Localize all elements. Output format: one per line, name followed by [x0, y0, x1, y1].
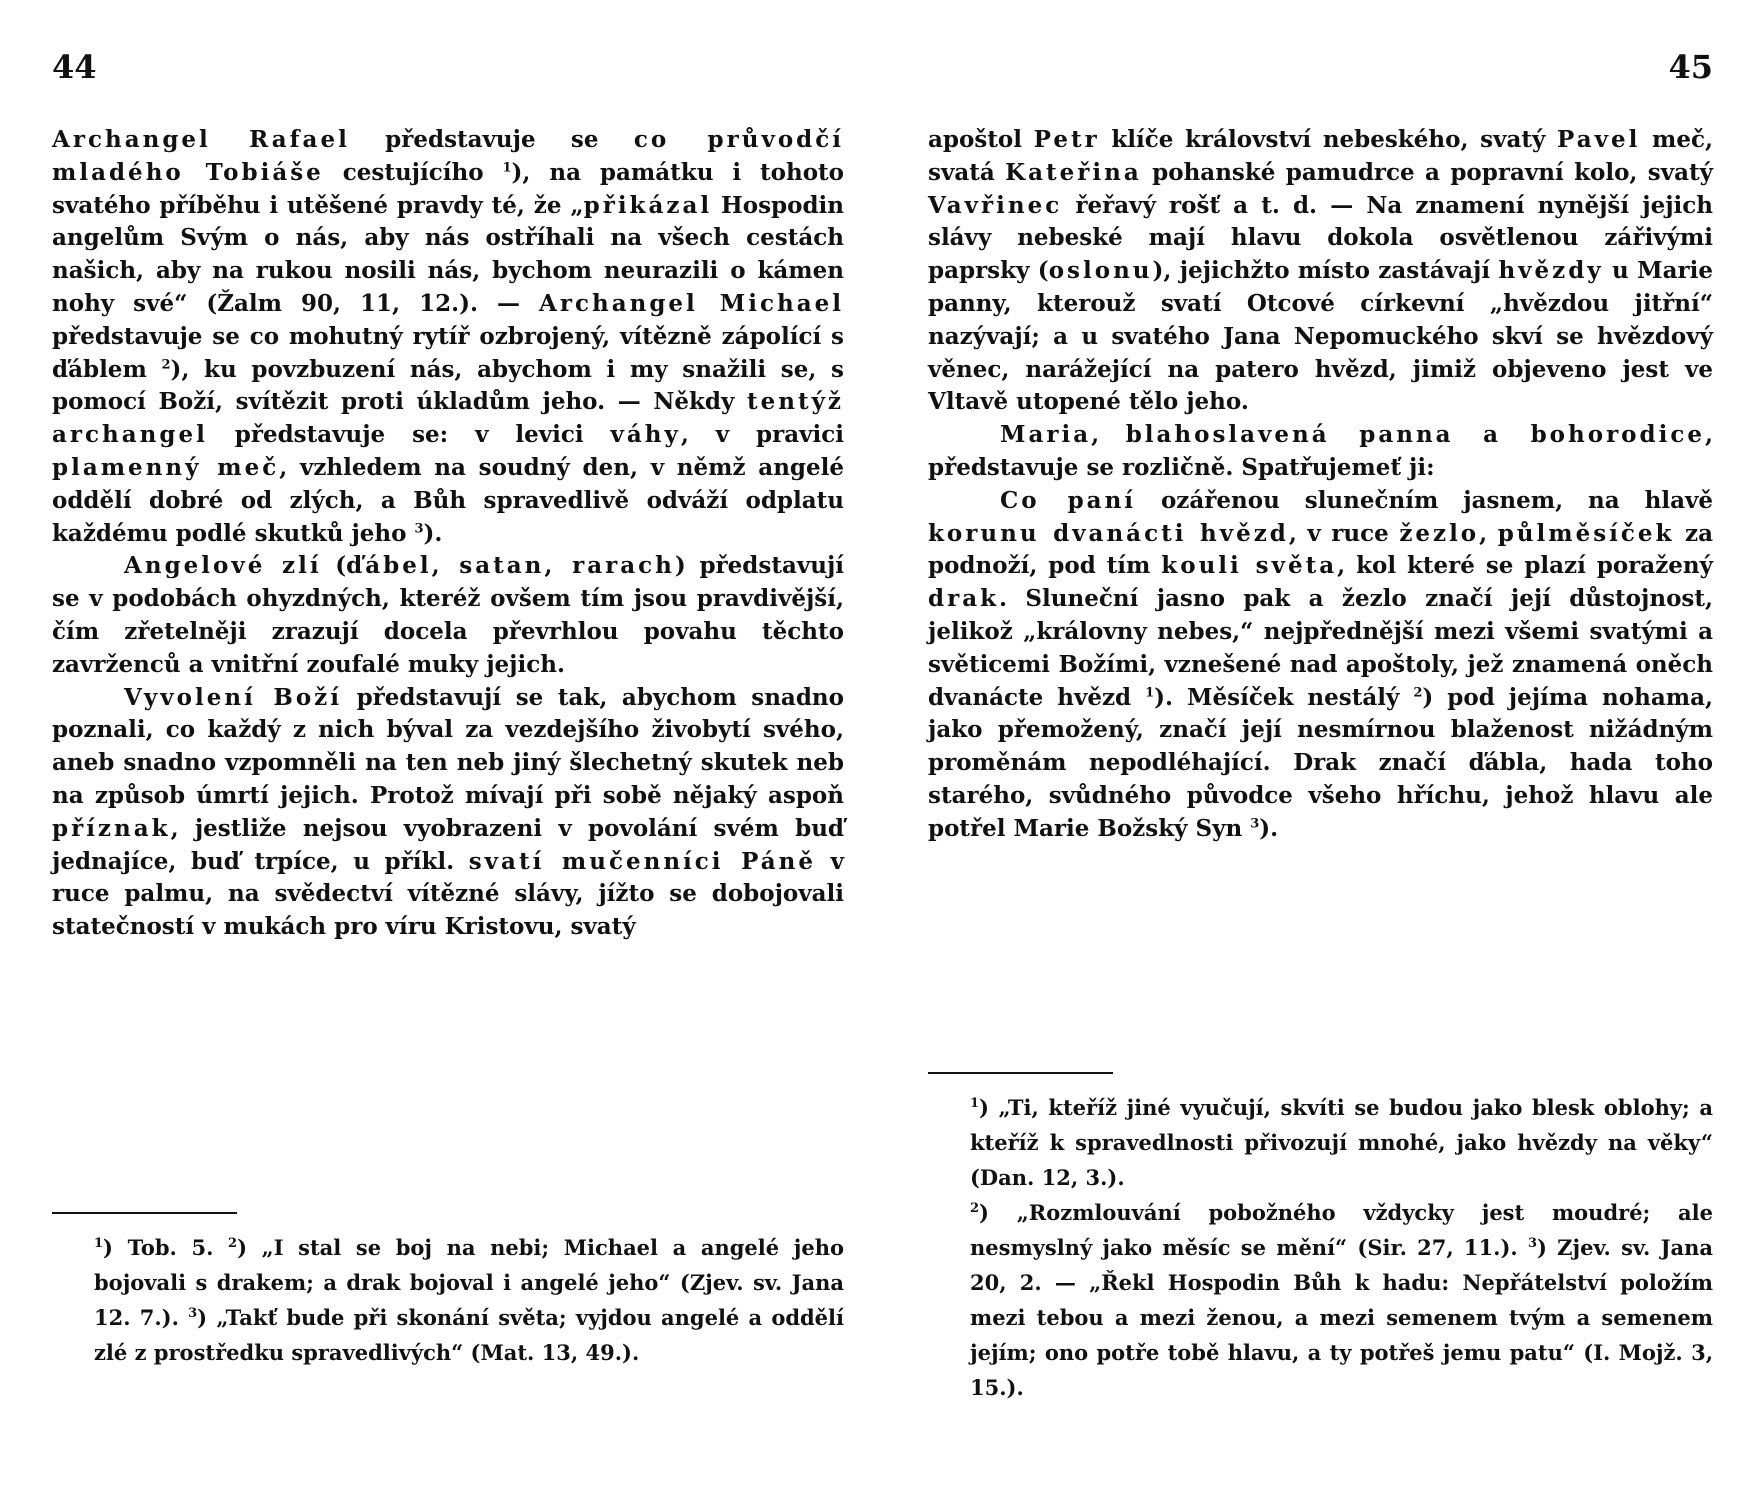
spaced-emphasis: půlměsíček [1497, 519, 1675, 547]
text-run: ) „Rozmlouvání pobožného vždycky jest moudré; ale nesmyslný jako měsíc se mění“ (Sir. 27, 11.). [970, 1200, 1713, 1260]
text-run: ) představují se v podobách ohyzdných, kteréž ovšem tím jsou pravdivější, čím zřetelněji zrazují docela převrhlou povahu těchto zavrženců a vnitřní zoufalé muky jejich. [52, 552, 845, 678]
footnote-marker: 2 [228, 1236, 238, 1251]
text-run: představují se tak, abychom snadno poznali, co každý z nich býval za vezdejšího živobytí svého, aneb snadno vzpomněli na ten neb jiný šlechetný skutek neb na způsob úmrtí jejich. Protož mívají při sobě nějaký aspoň [52, 683, 844, 809]
spaced-emphasis: žezlo [1399, 519, 1480, 547]
paragraph [928, 485, 1713, 846]
text-run: , kol které se plazí poražený [1337, 552, 1713, 580]
footnote-marker: 3 [188, 1306, 198, 1321]
text-run: ), ku povzbuzení nás, abychom i my snažili se, s pomocí Boží, svítězit proti úkladům jeho. — Někdy [52, 355, 845, 416]
spaced-emphasis: Vavřinec [928, 191, 1063, 219]
footnote-marker: 3 [1250, 816, 1260, 832]
spaced-emphasis: Petr [1033, 126, 1100, 153]
spaced-emphasis: kouli světa [1161, 552, 1338, 580]
footnote-marker: 2 [161, 356, 171, 372]
paragraph [928, 419, 1713, 485]
spaced-emphasis: Archangel Michael [539, 289, 844, 317]
text-run: ). [423, 519, 443, 547]
spaced-emphasis: příznak [52, 814, 171, 842]
footnote-marker: 1 [502, 160, 512, 176]
footnote-marker: 1 [970, 1096, 980, 1111]
text-run: , v pravici [680, 421, 844, 449]
page-number: 45 [1668, 48, 1713, 86]
text-run: ), na památku i tohoto svatého příběhu i utěšené pravdy té, že „ [52, 158, 845, 219]
text-run: , představuje se rozličně. Spatřujemeť ji: [928, 421, 1713, 481]
text-run: ) pod jejíma nohama, jako přemožený, značí její nesmírnou blaženost nižádným proměnám nepodléhající. Drak značí ďábla, hada toho starého, svůdného původce všeho hříchu, jehož hlavu ale potřel Marie Božský Syn [928, 683, 1713, 842]
paragraph [928, 124, 1713, 419]
text-run: klíče království nebeského, svatý [1099, 126, 1558, 153]
spaced-emphasis: Kateřina [1005, 158, 1142, 186]
text-run: ozářenou slunečním jasnem, na hlavě [1136, 486, 1713, 514]
footnotes [94, 1230, 844, 1370]
footnote [970, 1195, 1713, 1405]
spaced-emphasis: váhy [610, 421, 681, 449]
paragraph [52, 124, 844, 550]
footnote-marker: 3 [414, 520, 424, 536]
spaced-emphasis: co průvodčí mladého Tobiáše [52, 126, 844, 186]
spaced-emphasis: Pavel [1557, 126, 1641, 153]
spaced-emphasis: Maria [1000, 421, 1092, 449]
body-text [52, 124, 844, 944]
footnote-marker: 2 [970, 1201, 980, 1216]
spaced-emphasis: svatí mučenníci Páně [468, 847, 817, 875]
spaced-emphasis: korunu dvanácti hvězd [928, 519, 1289, 547]
spaced-emphasis: Archangel Rafael [52, 126, 350, 153]
text-run: , jestliže nejsou vyobrazeni v povolání svém buď jednajíce, buď trpíce, u příkl. [52, 814, 844, 875]
text-run: , v ruce [1288, 519, 1400, 547]
footnote-rule [928, 1072, 1113, 1074]
text-run: , [1091, 421, 1126, 449]
text-run: u Marie panny, kterouž svatí Otcové církevní „hvězdou jitřní“ nazývají; a u svatého Jana Nepomuckého skví se hvězdový věnec, narážející na patero hvězd, jimiž objeveno jest ve Vltavě utopené tělo jeho. [928, 257, 1713, 416]
footnote [94, 1230, 844, 1370]
text-run: , vzhledem na soudný den, v němž angelé oddělí dobré od zlých, a Bůh spravedlivě odváží odplatu každému podlé skutků jeho [52, 453, 844, 547]
footnote-marker: 1 [1145, 684, 1155, 700]
footnote [970, 1090, 1713, 1195]
spaced-emphasis: blahoslavená panna a bohorodice [1125, 421, 1705, 449]
text-run: ) „Takť bude při skonání světa; vyjdou angelé a oddělí zlé z prostředku spravedlivých“ (Mat. 13, 49.). [94, 1305, 845, 1365]
footnote-marker: 1 [94, 1236, 104, 1251]
text-run: . Sluneční jasno pak a žezlo značí její důstojnost, jelikož „královny nebes,“ nejpřednější mezi všemi svatými a světicemi Božími, vznešené nad apoštoly, jež znamená oněch dvanácte hvězd [928, 585, 1713, 711]
text-run: ) „Ti, kteříž jiné vyučují, skvíti se budou jako blesk oblohy; a kteříž k spravedlnosti přivozují mnohé, jako hvězdy na věky“ (Dan. 12, 3.). [970, 1095, 1713, 1190]
text-run: řeřavý rošť a t. d. — Na znamení nynější jejich slávy nebeské mají hlavu dokola osvětlenou zářivými paprsky ( [928, 191, 1713, 285]
paragraph [52, 550, 844, 681]
right-page [928, 0, 1713, 1500]
footnote-marker: 2 [1413, 684, 1423, 700]
text-run: pohanské pamudrce a popravní kolo, svatý [1141, 158, 1714, 186]
text-run: cestujícího [323, 158, 503, 186]
text-run: ) „I stal se boj na nebi; Michael a angelé jeho bojovali s drakem; a drak bojoval i angelé jeho“ (Zjev. sv. Jana 12. 7.). [94, 1235, 844, 1330]
text-run: ), jejichžto místo zastávají [1152, 257, 1499, 285]
spaced-emphasis: drak [928, 585, 1000, 613]
spaced-emphasis: Vyvolení Boží [124, 683, 342, 711]
text-run: ) Tob. 5. [103, 1235, 229, 1260]
footnote-marker: 3 [1527, 1236, 1537, 1251]
text-run: ) Zjev. sv. Jana 20, 2. — „Řekl Hospodin Bůh k hadu: Nepřátelství položím mezi tebou a mezi ženou, a mezi semenem tvým a semenem jejím; ono potře tobě hlavu, a ty potřeš jemu patu“ (I. Mojž. 3, 15.). [970, 1235, 1713, 1400]
text-run: představuje se: v levici [207, 421, 611, 449]
text-run: v ruce palmu, na svědectví vítězné slávy, jížto se dobojovali statečností v mukách pro víru Kristovu, svatý [52, 847, 844, 941]
footnotes [970, 1090, 1713, 1405]
footnote-rule [52, 1212, 237, 1214]
spaced-emphasis: tentýž archangel [52, 388, 844, 449]
spaced-emphasis: hvězdy [1498, 257, 1604, 285]
text-run: , [1479, 519, 1498, 547]
text-run: Hospodin angelům Svým o nás, aby nás ostříhali na všech cestách našich, aby na rukou nosili nás, bychom neurazili o kámen nohy své“ (Žalm 90, 11, 12.). — [52, 191, 844, 317]
text-run: představuje se co mohutný rytíř ozbrojený, vítězně zápolící s ďáblem [52, 322, 844, 383]
spaced-emphasis: Angelové zlí [124, 552, 322, 580]
text-run: apoštol [928, 126, 1034, 153]
spaced-emphasis: plamenný meč [52, 453, 280, 481]
text-run: za podnoží, pod tím [928, 519, 1713, 580]
spaced-emphasis: Co paní [1000, 486, 1137, 514]
text-run: ( [321, 552, 347, 580]
text-run: ). [1259, 814, 1279, 842]
spaced-emphasis: oslonu [1048, 257, 1153, 285]
spaced-emphasis: přikázal [583, 191, 713, 219]
text-run: meč, svatá [928, 126, 1713, 186]
text-run: představuje se [349, 126, 634, 153]
left-page [52, 0, 844, 1500]
paragraph [52, 682, 844, 944]
spaced-emphasis: ďábel, satan, rarach [346, 552, 675, 580]
page-number: 44 [52, 48, 97, 86]
body-text [928, 124, 1713, 846]
text-run: ). Měsíček nestálý [1154, 683, 1414, 711]
